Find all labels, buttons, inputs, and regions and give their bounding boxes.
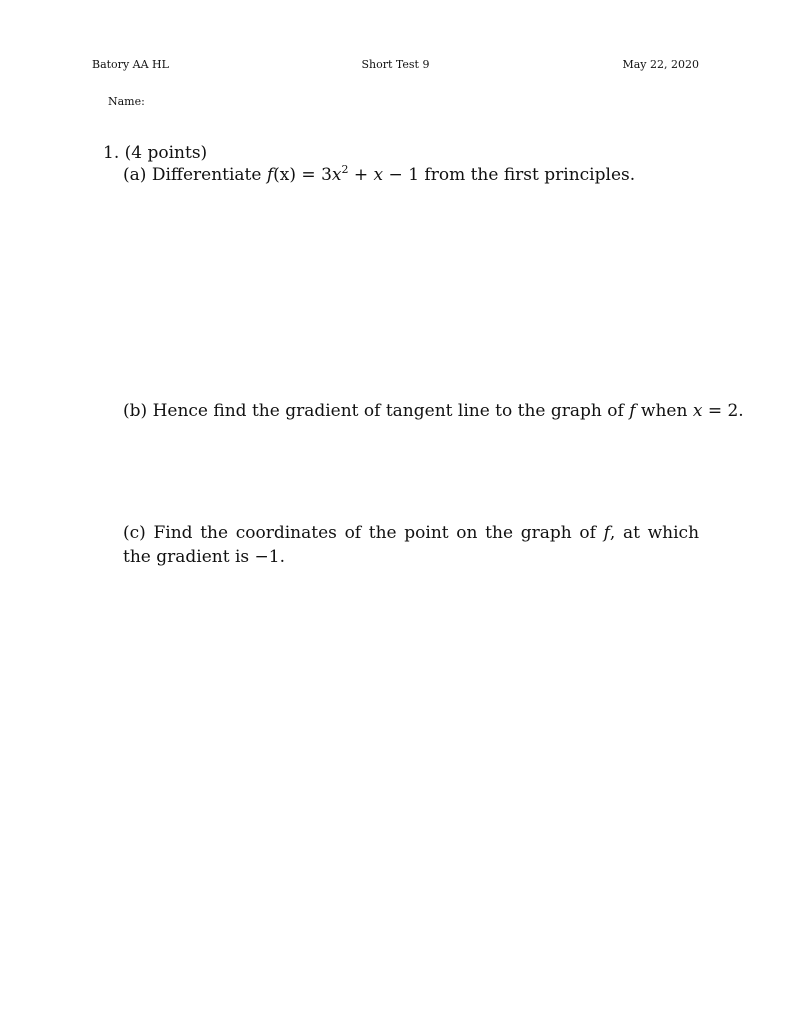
part-a-plus: + — [353, 165, 369, 185]
question-part-a — [123, 164, 635, 186]
part-c-value: −1. — [254, 547, 285, 567]
test-title: Short Test 9 — [361, 58, 430, 71]
question-part-c — [123, 521, 699, 569]
question-number: 1. — [103, 143, 120, 163]
part-a-exponent: 2 — [341, 163, 349, 176]
part-a-func-name: f — [266, 165, 274, 185]
name-label: Name: — [108, 95, 145, 108]
part-b-label: (b) — [123, 401, 148, 421]
part-b-when: when — [640, 401, 688, 421]
part-c-text2: , at which the gradient is — [123, 523, 700, 567]
part-a-var: x — [331, 165, 342, 185]
question-points: (4 points) — [124, 143, 208, 163]
part-a-equals-coef: = 3 — [301, 165, 332, 185]
part-b-value: = 2. — [707, 401, 744, 421]
part-c-func: f — [603, 523, 610, 543]
part-c-label: (c) — [123, 523, 146, 543]
part-b-var: x — [692, 401, 703, 421]
test-date: May 22, 2020 — [622, 58, 699, 71]
part-a-label: (a) — [123, 165, 147, 185]
course-name: Batory AA HL — [92, 58, 169, 71]
part-b-func: f — [629, 401, 636, 421]
part-a-func-arg: (x) — [273, 165, 297, 185]
part-a-minus-one: − 1 — [388, 165, 420, 185]
part-a-prefix: Differentiate — [151, 165, 262, 185]
part-a-var2: x — [373, 165, 384, 185]
part-b-text: Hence find the gradient of tangent line to the graph of — [152, 401, 624, 421]
page-header — [92, 58, 699, 74]
part-a-suffix: from the first principles. — [424, 165, 636, 185]
question-part-b — [123, 400, 744, 422]
part-c-text: Find the coordinates of the point on the graph of — [153, 523, 596, 543]
question-1-heading — [103, 142, 207, 164]
